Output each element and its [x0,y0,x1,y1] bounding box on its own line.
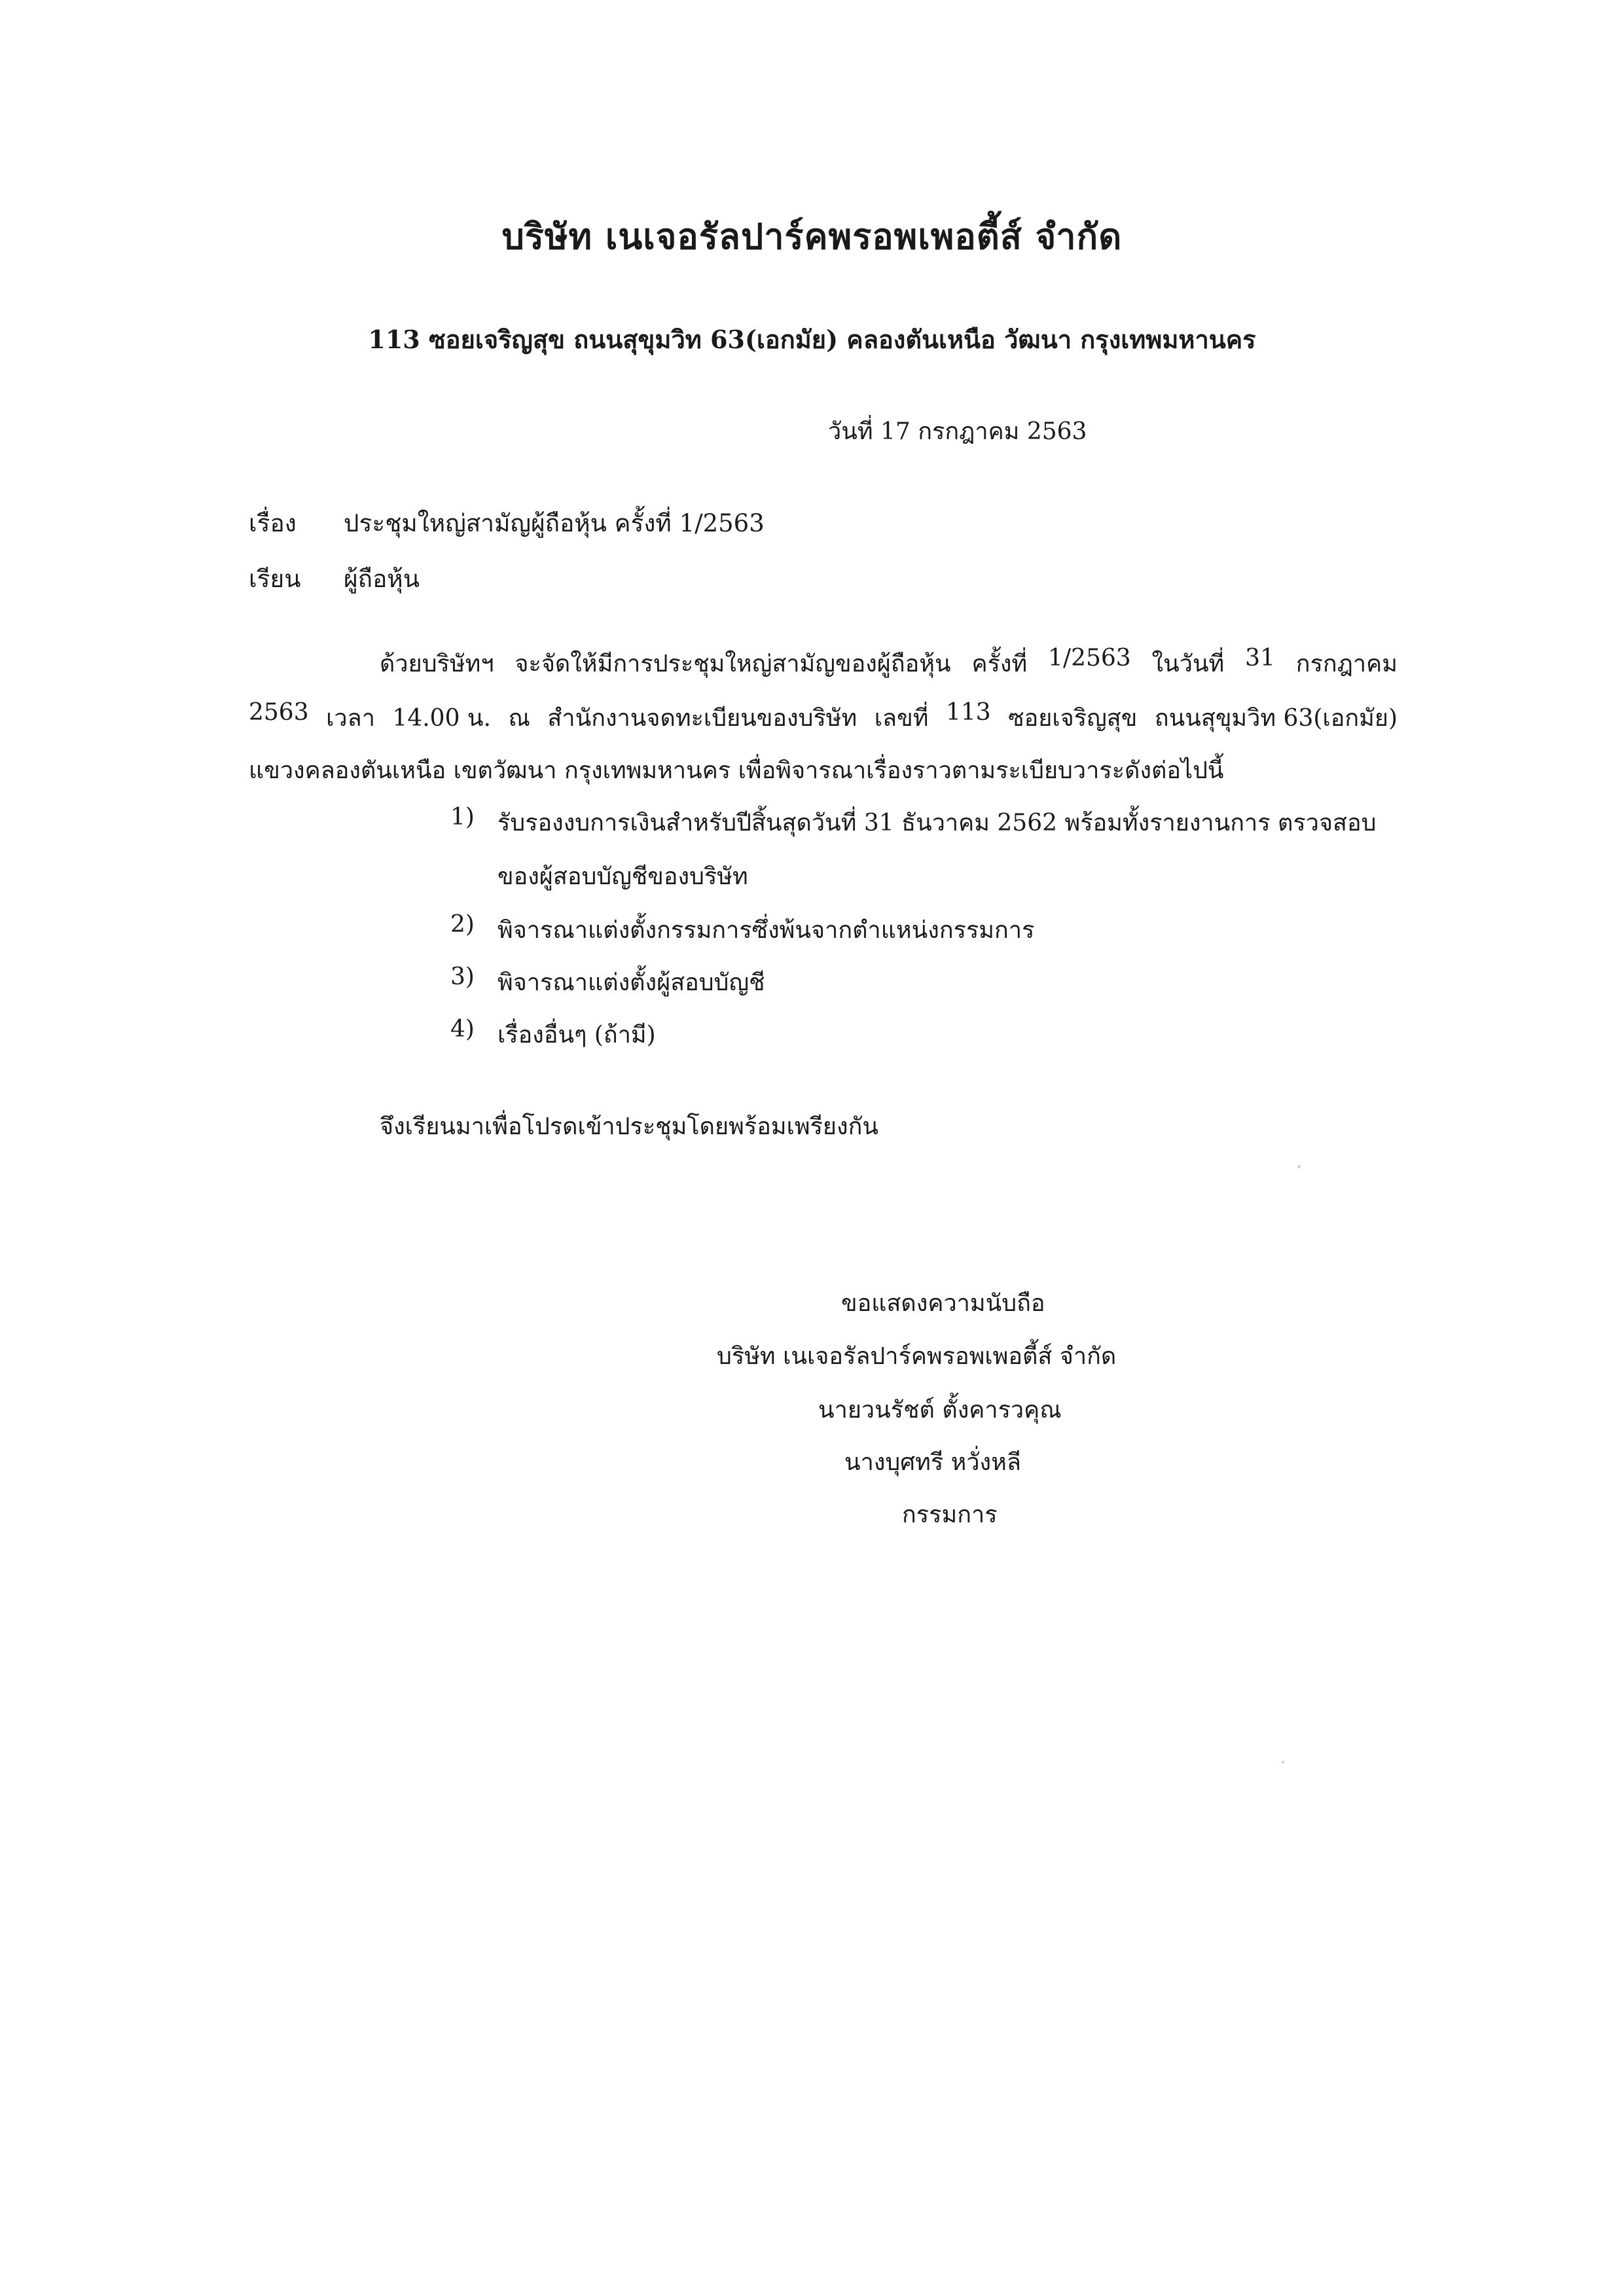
signatory-name-1: นายวนรัชต์ ตั้งคารวคุณ [818,1397,1062,1424]
agenda-number: 1) [450,804,475,831]
body-word: 31 [1245,645,1275,672]
body-word: 14.00 น. [392,705,491,732]
agenda-number: 4) [450,1016,475,1043]
subject-value: ประชุมใหญ่สามัญผู้ถือหุ้น ครั้งที่ 1/2563 [344,509,765,537]
body-paragraph-line-3: แขวงคลองตันเหนือ เขตวัฒนา กรุงเทพมหานคร เพื่อพิจารณาเรื่องราวตามระเบียบวาระดังต่อไปนี้ [249,757,1224,784]
body-word: 113 [945,699,991,726]
company-title: บริษัท เนเจอรัลปาร์คพรอพเพอตี้ส์ จำกัด [501,215,1123,257]
body-paragraph-line-1 [380,645,1398,682]
agenda-number: 2) [450,911,475,938]
signatory-name-2: นางบุศทรี หวั่งหลี [844,1449,1021,1476]
agenda-item-4: เรื่องอื่นๆ (ถ้ามี) [497,1022,656,1049]
subject-label: เรื่อง [249,509,297,537]
signatory-role: กรรมการ [902,1501,998,1528]
body-word: ครั้งที่ [971,651,1028,677]
agenda-item-1-continued: ของผู้สอบบัญชีของบริษัท [497,863,748,890]
body-word: ในวันที่ [1151,651,1225,677]
signature-regards: ขอแสดงความนับถือ [841,1290,1045,1317]
scan-speck [1282,1761,1284,1763]
scan-speck [1297,1165,1301,1168]
letter-date: วันที่ 17 กรกฎาคม 2563 [828,418,1087,445]
agenda-item-1: รับรองงบการเงินสำหรับปีสิ้นสุดวันที่ 31 ธันวาคม 2562 พร้อมทั้งรายงานการ ตรวจสอบ [497,810,1377,836]
signature-company: บริษัท เนเจอรัลปาร์คพรอพเพอตี้ส์ จำกัด [717,1343,1117,1370]
body-word: ถนนสุขุมวิท 63(เอกมัย) [1154,705,1398,732]
agenda-number: 3) [450,963,475,990]
body-word: ด้วยบริษัทฯ [380,651,494,677]
body-paragraph-line-2 [249,699,1398,736]
agenda-item-2: พิจารณาแต่งตั้งกรรมการซึ่งพ้นจากตำแหน่งกรรมการ [497,917,1035,944]
body-word: เวลา [326,705,375,732]
closing-sentence: จึงเรียนมาเพื่อโปรดเข้าประชุมโดยพร้อมเพรียงกัน [380,1113,879,1140]
body-word: จะจัดให้มีการประชุมใหญ่สามัญของผู้ถือหุ้น [514,651,951,677]
body-word: 2563 [249,699,309,726]
body-word: ณ [508,705,530,732]
recipient-value: ผู้ถือหุ้น [344,565,420,593]
body-word: 1/2563 [1048,645,1131,672]
agenda-item-3: พิจารณาแต่งตั้งผู้สอบบัญชี [497,969,765,996]
body-word: เลขที่ [874,705,929,732]
body-word: ซอยเจริญสุข [1008,705,1138,732]
company-address: 113 ซอยเจริญสุข ถนนสุขุมวิท 63(เอกมัย) คลองตันเหนือ วัฒนา กรุงเทพมหานคร [368,325,1256,354]
recipient-label: เรียน [249,565,301,593]
body-word: กรกฎาคม [1295,651,1398,677]
body-word: สำนักงานจดทะเบียนของบริษัท [547,705,857,732]
